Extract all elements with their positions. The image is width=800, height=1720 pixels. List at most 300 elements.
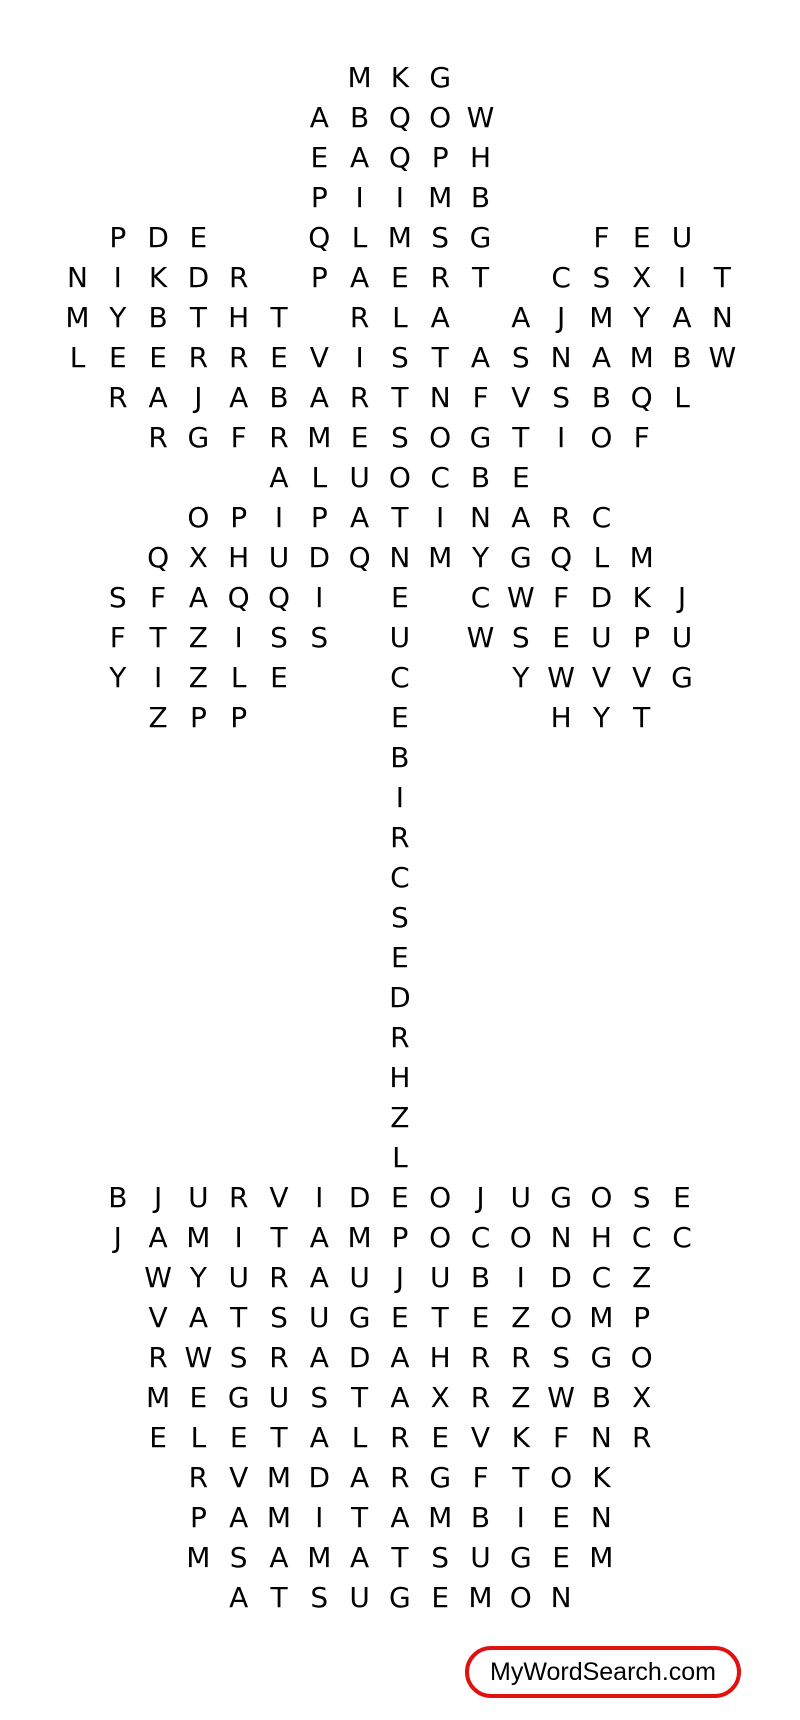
grid-letter: A — [672, 301, 692, 334]
grid-letter: Z — [511, 1301, 531, 1334]
grid-letter: V — [148, 1301, 168, 1334]
grid-letter: W — [506, 581, 535, 614]
grid-letter: Q — [630, 381, 653, 414]
grid-letter: W — [466, 101, 495, 134]
grid-letter: P — [633, 1301, 651, 1334]
grid-letter: M — [589, 1301, 614, 1334]
grid-letter: Z — [148, 701, 168, 734]
grid-letter: D — [590, 581, 613, 614]
grid-letter: R — [470, 1341, 491, 1374]
grid-letter: Q — [550, 541, 573, 574]
grid-letter: N — [550, 1221, 572, 1254]
grid-letter: Q — [348, 541, 371, 574]
grid-letter: P — [189, 1501, 207, 1534]
grid-letter: L — [190, 1421, 207, 1454]
grid-letter: S — [229, 1541, 248, 1574]
grid-letter: G — [509, 1541, 532, 1574]
grid-letter: Z — [632, 1261, 652, 1294]
grid-letter: A — [511, 301, 531, 334]
grid-letter: M — [186, 1541, 211, 1574]
grid-letter: V — [309, 341, 329, 374]
grid-letter: E — [511, 461, 530, 494]
grid-letter: G — [509, 541, 532, 574]
grid-letter: M — [307, 1541, 332, 1574]
grid-letter: V — [470, 1421, 491, 1454]
grid-letter: E — [552, 1541, 570, 1574]
grid-letter: W — [144, 1261, 172, 1294]
grid-letter: E — [310, 141, 329, 174]
grid-letter: R — [349, 381, 370, 414]
grid-letter: A — [350, 1541, 370, 1574]
grid-letter: S — [391, 341, 409, 374]
grid-letter: S — [108, 581, 127, 614]
grid-letter: S — [310, 1581, 329, 1614]
grid-letter: T — [351, 1501, 369, 1534]
grid-letter: L — [351, 1421, 368, 1454]
grid-letter: A — [229, 1501, 249, 1534]
grid-letter: G — [550, 1181, 572, 1214]
grid-letter: E — [391, 1181, 409, 1214]
grid-letter: S — [592, 261, 611, 294]
grid-letter: E — [471, 1301, 490, 1334]
grid-letter: R — [228, 261, 249, 294]
grid-letter: E — [108, 341, 127, 374]
grid-letter: D — [187, 261, 210, 294]
grid-letter: C — [390, 861, 410, 894]
grid-letter: I — [234, 621, 243, 654]
grid-letter: M — [347, 61, 372, 94]
grid-letter: I — [355, 181, 364, 214]
grid-letter: T — [270, 301, 288, 334]
grid-letter: U — [510, 1181, 532, 1214]
grid-letter: N — [590, 1501, 612, 1534]
grid-letter: M — [589, 301, 614, 334]
grid-letter: O — [590, 421, 613, 454]
grid-letter: E — [229, 1421, 248, 1454]
grid-letter: E — [391, 261, 409, 294]
grid-letter: I — [315, 1501, 324, 1534]
grid-letter: A — [430, 301, 450, 334]
grid-letter: S — [511, 341, 530, 374]
grid-letter: G — [469, 221, 492, 254]
grid-letter: S — [391, 421, 409, 454]
grid-letter: U — [389, 621, 411, 654]
grid-letter: R — [511, 1341, 531, 1374]
grid-letter: A — [188, 581, 208, 614]
grid-letter: K — [592, 1461, 611, 1494]
grid-letter: T — [270, 1421, 288, 1454]
grid-letter: I — [395, 181, 405, 214]
grid-letter: E — [391, 1301, 409, 1334]
grid-letter: T — [391, 1541, 409, 1574]
grid-letter: G — [429, 61, 452, 94]
grid-letter: Y — [109, 661, 127, 694]
grid-letter: W — [547, 661, 575, 694]
grid-letter: M — [428, 1501, 453, 1534]
grid-letter: F — [553, 1421, 570, 1454]
grid-letter: U — [429, 1261, 451, 1294]
grid-letter: G — [429, 1461, 452, 1494]
grid-letter: B — [470, 461, 491, 494]
grid-letter: R — [390, 1021, 410, 1054]
grid-letter: U — [470, 1541, 491, 1574]
grid-letter: S — [511, 621, 530, 654]
grid-letter: J — [153, 1181, 163, 1214]
grid-letter: N — [550, 341, 572, 374]
grid-letter: O — [590, 1181, 613, 1214]
grid-letter: L — [392, 1141, 408, 1174]
grid-letter: C — [470, 581, 491, 614]
grid-letter: Q — [388, 141, 411, 174]
grid-letter: C — [591, 1261, 612, 1294]
grid-letter: F — [633, 421, 650, 454]
grid-letter: W — [708, 341, 737, 374]
grid-letter: A — [350, 1461, 370, 1494]
grid-letter: I — [274, 501, 284, 534]
grid-letter: U — [671, 621, 693, 654]
grid-letter: T — [391, 381, 409, 414]
grid-letter: M — [428, 181, 453, 214]
grid-letter: B — [349, 101, 370, 134]
grid-letter: A — [309, 381, 329, 414]
grid-letter: U — [349, 1581, 370, 1614]
grid-letter: N — [470, 501, 491, 534]
grid-letter: H — [469, 141, 492, 174]
grid-letter: A — [511, 501, 531, 534]
grid-letter: L — [230, 661, 247, 694]
grid-letter: C — [390, 661, 410, 694]
grid-letter: U — [349, 1261, 370, 1294]
grid-letter: S — [270, 1301, 288, 1334]
grid-letter: G — [590, 1341, 613, 1374]
grid-letter: I — [315, 581, 324, 614]
grid-letter: T — [149, 621, 167, 654]
grid-letter: T — [713, 261, 731, 294]
grid-letter: U — [591, 621, 612, 654]
grid-letter: U — [268, 541, 290, 574]
grid-letter: B — [108, 1181, 128, 1214]
grid-letter: Z — [188, 661, 208, 694]
grid-letter: V — [511, 381, 531, 414]
grid-letter: S — [431, 221, 450, 254]
grid-letter: R — [148, 421, 168, 454]
grid-letter: G — [348, 1301, 371, 1334]
grid-letter: M — [347, 1221, 372, 1254]
grid-letter: Y — [592, 701, 610, 734]
grid-letter: C — [430, 461, 450, 494]
grid-letter: F — [472, 381, 489, 414]
grid-letter: J — [677, 581, 687, 614]
grid-letter: T — [351, 1381, 369, 1414]
grid-letter: R — [269, 1261, 289, 1294]
grid-letter: A — [470, 341, 491, 374]
grid-letter: B — [269, 381, 289, 414]
grid-letter: D — [348, 1181, 371, 1214]
grid-letter: O — [550, 1461, 573, 1494]
grid-letter: B — [470, 1261, 491, 1294]
grid-letter: P — [431, 141, 449, 174]
grid-letter: E — [189, 1381, 208, 1414]
grid-letter: Y — [471, 541, 490, 574]
grid-letter: I — [436, 501, 445, 534]
grid-letter: L — [69, 341, 86, 374]
grid-letter: G — [227, 1381, 250, 1414]
grid-letter: D — [147, 221, 169, 254]
grid-letter: R — [390, 1461, 410, 1494]
grid-letter: R — [228, 341, 249, 374]
grid-letter: O — [429, 421, 452, 454]
grid-letter: D — [348, 1341, 371, 1374]
grid-letter: R — [188, 341, 209, 374]
grid-letter: E — [189, 221, 208, 254]
grid-letter: T — [391, 501, 409, 534]
grid-letter: I — [677, 261, 687, 294]
grid-letter: P — [633, 621, 651, 654]
grid-letter: A — [148, 1221, 168, 1254]
grid-letter: E — [391, 701, 409, 734]
grid-letter: L — [392, 301, 408, 334]
grid-letter: A — [309, 1221, 329, 1254]
grid-letter: B — [672, 341, 692, 374]
grid-letter: N — [590, 1421, 612, 1454]
grid-letter: M — [186, 1221, 211, 1254]
grid-letter: L — [351, 221, 368, 254]
grid-letter: X — [188, 541, 208, 574]
grid-letter: I — [516, 1501, 525, 1534]
grid-letter: E — [552, 1501, 570, 1534]
grid-letter: A — [269, 1541, 289, 1574]
grid-letter: E — [149, 341, 167, 374]
grid-letter: I — [355, 341, 364, 374]
grid-letter: T — [270, 1221, 288, 1254]
grid-letter: T — [270, 1581, 288, 1614]
grid-letter: M — [629, 541, 654, 574]
grid-letter: Q — [267, 581, 291, 614]
grid-letter: Y — [109, 301, 127, 334]
grid-letter: A — [309, 1341, 329, 1374]
grid-letter: Y — [512, 661, 530, 694]
grid-letter: P — [391, 1221, 409, 1254]
grid-letter: M — [65, 301, 90, 334]
grid-letter: O — [509, 1221, 532, 1254]
grid-letter: L — [311, 461, 328, 494]
grid-letter: I — [556, 421, 566, 454]
grid-letter: M — [589, 1541, 614, 1574]
grid-letter: C — [591, 501, 612, 534]
grid-letter: O — [630, 1341, 653, 1374]
grid-letter: E — [431, 1421, 450, 1454]
grid-letter: H — [228, 541, 250, 574]
grid-letter: R — [430, 261, 450, 294]
grid-letter: M — [428, 541, 453, 574]
grid-letter: E — [270, 661, 288, 694]
grid-letter: T — [189, 301, 207, 334]
grid-letter: I — [113, 261, 122, 294]
grid-letter: N — [389, 541, 411, 574]
grid-letter: W — [466, 621, 495, 654]
grid-letter: G — [469, 421, 492, 454]
grid-letter: S — [270, 621, 288, 654]
grid-letter: Q — [227, 581, 250, 614]
grid-letter: P — [310, 261, 328, 294]
grid-letter: Z — [390, 1101, 410, 1134]
grid-letter: M — [629, 341, 654, 374]
grid-letter: R — [349, 301, 370, 334]
grid-letter: P — [230, 701, 248, 734]
grid-letter: M — [266, 1501, 292, 1534]
grid-letter: A — [350, 141, 370, 174]
grid-letter: S — [310, 1381, 329, 1414]
grid-letter: X — [430, 1381, 450, 1414]
grid-letter: R — [390, 821, 410, 854]
grid-letter: E — [552, 621, 570, 654]
grid-letter: D — [550, 1261, 572, 1294]
grid-letter: O — [550, 1301, 573, 1334]
grid-letter: G — [389, 1581, 411, 1614]
grid-letter: O — [187, 501, 210, 534]
grid-letter: A — [350, 501, 370, 534]
grid-letter: S — [229, 1341, 248, 1374]
grid-letter: O — [429, 1221, 452, 1254]
grid-letter: B — [390, 741, 410, 774]
grid-letter: U — [309, 1301, 330, 1334]
grid-letter: V — [632, 661, 652, 694]
grid-letter: L — [593, 541, 610, 574]
grid-letter: Q — [147, 541, 170, 574]
grid-letter: B — [470, 181, 491, 214]
grid-letter: E — [391, 581, 409, 614]
grid-letter: I — [395, 781, 405, 814]
grid-letter: W — [547, 1381, 575, 1414]
grid-letter: A — [309, 1261, 329, 1294]
grid-letter: W — [184, 1341, 213, 1374]
grid-letter: M — [387, 221, 412, 254]
grid-letter: B — [591, 1381, 611, 1414]
grid-letter: A — [309, 1421, 329, 1454]
grid-letter: N — [550, 1581, 572, 1614]
grid-letter: U — [349, 461, 370, 494]
grid-letter: U — [671, 221, 693, 254]
grid-letter: B — [470, 1501, 491, 1534]
grid-letter: F — [472, 1461, 489, 1494]
grid-letter: U — [188, 1181, 209, 1214]
grid-letter: Q — [308, 221, 331, 254]
grid-letter: X — [632, 1381, 652, 1414]
grid-letter: T — [431, 1301, 449, 1334]
grid-letter: A — [350, 261, 370, 294]
grid-letter: M — [307, 421, 332, 454]
grid-letter: R — [148, 1341, 168, 1374]
grid-letter: T — [512, 421, 530, 454]
grid-letter: C — [672, 1221, 692, 1254]
grid-letter: R — [470, 1381, 491, 1414]
grid-letter: R — [269, 1341, 289, 1374]
grid-letter: S — [310, 621, 329, 654]
grid-letter: H — [590, 1221, 612, 1254]
grid-letter: P — [310, 501, 328, 534]
grid-letter: T — [633, 701, 651, 734]
grid-letter: I — [315, 1181, 324, 1214]
grid-letter: B — [591, 381, 611, 414]
grid-letter: E — [431, 1581, 450, 1614]
grid-letter: E — [391, 941, 409, 974]
grid-letter: D — [389, 981, 411, 1014]
grid-letter: A — [390, 1341, 410, 1374]
grid-letter: S — [391, 901, 409, 934]
grid-letter: P — [109, 221, 127, 254]
grid-letter: K — [511, 1421, 530, 1454]
grid-letter: E — [632, 221, 651, 254]
grid-letter: C — [551, 261, 571, 294]
grid-letter: C — [631, 1221, 652, 1254]
grid-letter: G — [187, 421, 210, 454]
grid-letter: P — [310, 181, 328, 214]
grid-letter: A — [269, 461, 289, 494]
grid-letter: U — [268, 1381, 290, 1414]
grid-letter: A — [188, 1301, 208, 1334]
grid-letter: J — [556, 301, 566, 334]
grid-letter: J — [476, 1181, 485, 1214]
grid-letter: F — [230, 421, 247, 454]
grid-letter: L — [674, 381, 690, 414]
grid-letter: V — [269, 1181, 289, 1214]
grid-letter: E — [149, 1421, 167, 1454]
mywordsearch-logo-badge — [465, 1646, 741, 1698]
grid-letter: Y — [189, 1261, 207, 1294]
grid-letter: O — [388, 461, 411, 494]
grid-letter: M — [146, 1381, 171, 1414]
grid-letter: N — [429, 381, 451, 414]
grid-letter: R — [551, 501, 571, 534]
grid-letter: J — [395, 1261, 405, 1294]
grid-letter: F — [593, 221, 610, 254]
grid-letter: R — [188, 1461, 209, 1494]
grid-letter: F — [553, 581, 570, 614]
grid-letter: C — [470, 1221, 491, 1254]
grid-letter: D — [308, 541, 331, 574]
grid-letter: B — [148, 301, 168, 334]
grid-letter: S — [431, 1541, 450, 1574]
grid-letter: E — [350, 421, 369, 454]
grid-letter: S — [632, 1181, 651, 1214]
grid-letter: P — [189, 701, 207, 734]
grid-letter: T — [512, 1461, 530, 1494]
grid-letter: I — [516, 1261, 525, 1294]
grid-letter: S — [552, 1341, 570, 1374]
grid-letter: K — [148, 261, 168, 294]
grid-letter: T — [471, 261, 490, 294]
grid-letter: A — [309, 101, 329, 134]
grid-letter: T — [230, 1301, 248, 1334]
grid-letter: I — [153, 661, 163, 694]
grid-letter: D — [308, 1461, 331, 1494]
grid-letter: O — [509, 1581, 532, 1614]
grid-letter: V — [591, 661, 611, 694]
grid-letter: O — [429, 1181, 452, 1214]
grid-letter: Q — [388, 101, 411, 134]
grid-letter: R — [631, 1421, 652, 1454]
grid-letter: V — [229, 1461, 249, 1494]
grid-letter: H — [550, 701, 572, 734]
grid-letter: R — [269, 421, 289, 454]
grid-letter: H — [228, 301, 250, 334]
grid-letter: G — [671, 661, 693, 694]
grid-letter: H — [429, 1341, 451, 1374]
grid-letter: K — [390, 61, 410, 94]
grid-letter: J — [113, 1221, 122, 1254]
grid-letter: M — [266, 1461, 292, 1494]
mywordsearch-logo-text: MyWordSearch.com — [490, 1657, 716, 1686]
